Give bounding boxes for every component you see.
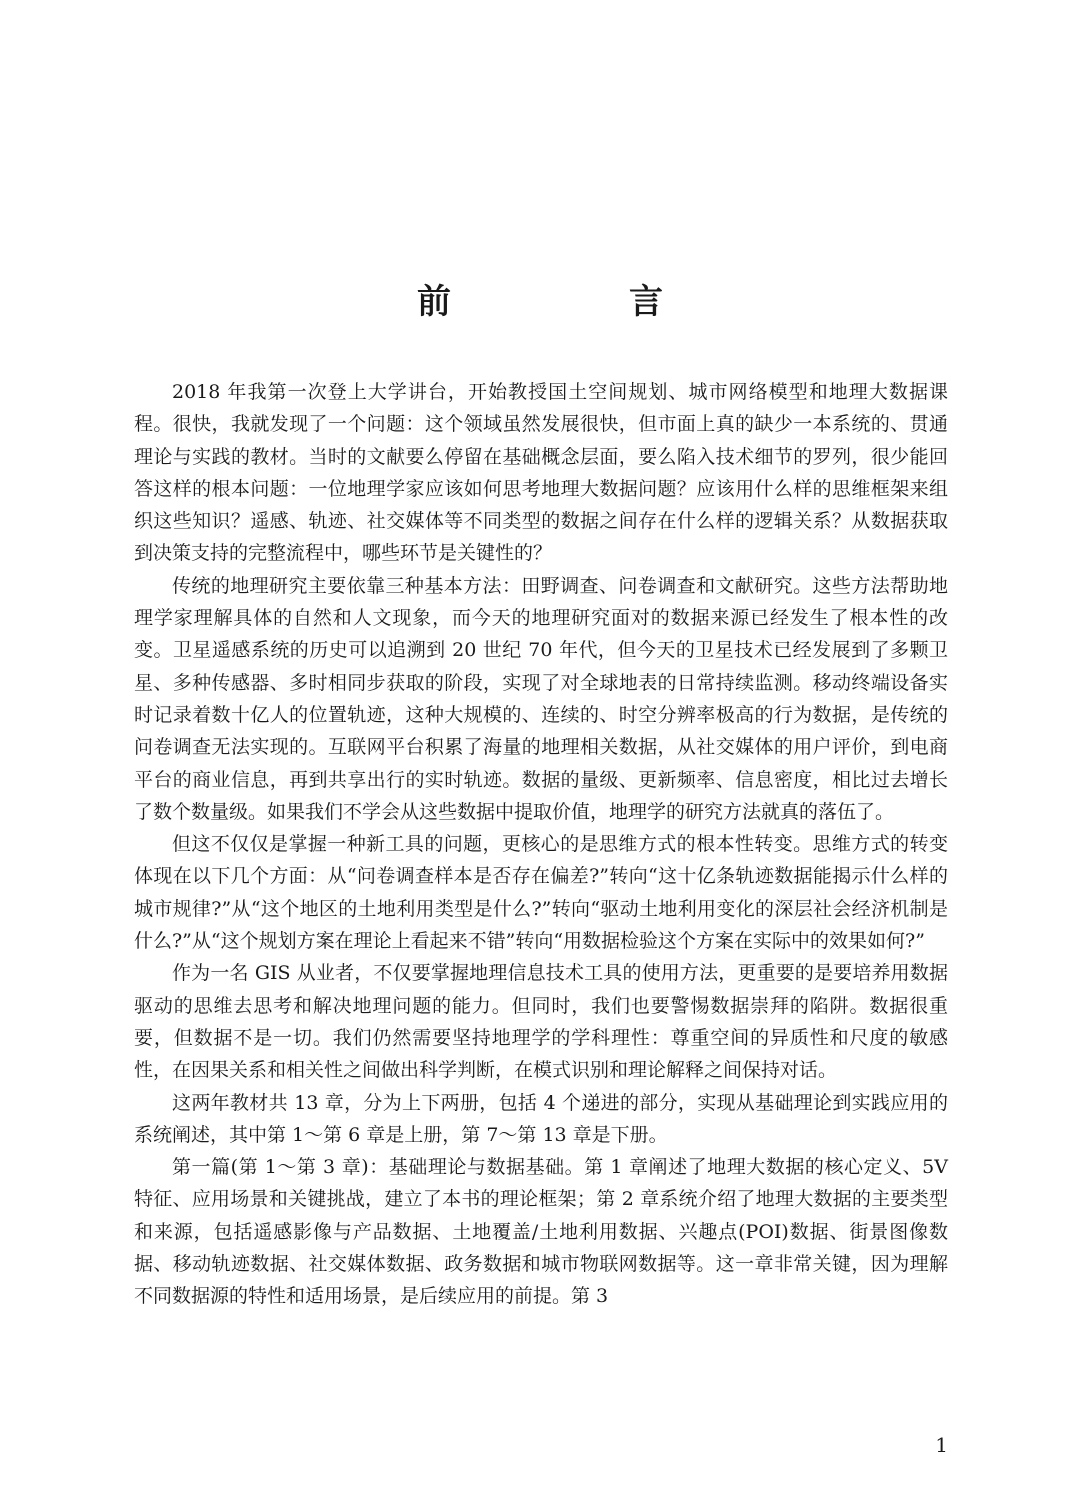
- paragraph: 第一篇(第 1～第 3 章)：基础理论与数据基础。第 1 章阐述了地理大数据的核心定义、5V 特征、应用场景和关键挑战，建立了本书的理论框架；第 2 章系统介绍了地理大数据的主要类型和来源，包括遥感影像与产品数据、土地覆盖/土地利用数据、兴趣点(POI)数据、街景图像数据、移动轨迹数据、社交媒体数据、政务数据和城市物联网数据等。这一章非常关键，因为理解不同数据源的特性和适用场景，是后续应用的前提。第 3: [134, 1156, 948, 1308]
- paragraph: 作为一名 GIS 从业者，不仅要掌握地理信息技术工具的使用方法，更重要的是要培养用数据驱动的思维去思考和解决地理问题的能力。但同时，我们也要警惕数据崇拜的陷阱。数据很重要，但数据不是一切。我们仍然需要坚持地理学的学科理性：尊重空间的异质性和尺度的敏感性，在因果关系和相关性之间做出科学判断，在模式识别和理论解释之间保持对话。: [134, 962, 948, 1082]
- page-number: 1: [935, 1433, 948, 1457]
- paragraph: 但这不仅仅是掌握一种新工具的问题，更核心的是思维方式的根本性转变。思维方式的转变体现在以下几个方面：从“问卷调查样本是否存在偏差?”转向“这十亿条轨迹数据能揭示什么样的城市规律?”从“这个地区的土地利用类型是什么?”转向“驱动土地利用变化的深层社会经济机制是什么?”从“这个规划方案在理论上看起来不错”转向“用数据检验这个方案在实际中的效果如何?”: [134, 833, 948, 953]
- paragraph: 传统的地理研究主要依靠三种基本方法：田野调查、问卷调查和文献研究。这些方法帮助地理学家理解具体的自然和人文现象，而今天的地理研究面对的数据来源已经发生了根本性的改变。卫星遥感系统的历史可以追溯到 20 世纪 70 年代，但今天的卫星技术已经发展到了多颗卫星、多种传感器、多时相同步获取的阶段，实现了对全球地表的日常持续监测。移动终端设备实时记录着数十亿人的位置轨迹，这种大规模的、连续的、时空分辨率极高的行为数据，是传统的问卷调查无法实现的。互联网平台积累了海量的地理相关数据，从社交媒体的用户评价，到电商平台的商业信息，再到共享出行的实时轨迹。数据的量级、更新频率、信息密度，相比过去增长了数个数量级。如果我们不学会从这些数据中提取价值，地理学的研究方法就真的落伍了。: [134, 574, 948, 823]
- preface-body: [134, 376, 948, 1313]
- paragraph: 这两年教材共 13 章，分为上下两册，包括 4 个递进的部分，实现从基础理论到实践应用的系统阐述，其中第 1～第 6 章是上册，第 7～第 13 章是下册。: [134, 1091, 948, 1146]
- page-title: 前 言: [417, 282, 735, 322]
- paragraph: 2018 年我第一次登上大学讲台，开始教授国土空间规划、城市网络模型和地理大数据课程。很快，我就发现了一个问题：这个领域虽然发展很快，但市面上真的缺少一本系统的、贯通理论与实践的教材。当时的文献要么停留在基础概念层面，要么陷入技术细节的罗列，很少能回答这样的根本问题：一位地理学家应该如何思考地理大数据问题？应该用什么样的思维框架来组织这些知识？遥感、轨迹、社交媒体等不同类型的数据之间存在什么样的逻辑关系？从数据获取到决策支持的完整流程中，哪些环节是关键性的？: [134, 381, 948, 565]
